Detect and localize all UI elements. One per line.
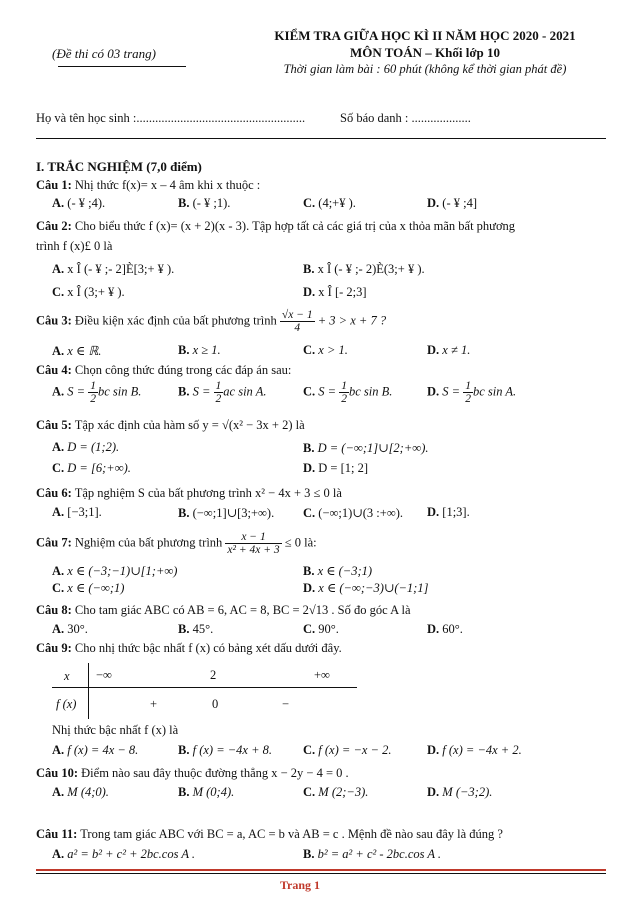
q5-option-a[interactable]: A. D = (1;2).	[52, 440, 120, 454]
q3-fraction: $\frac{√x - 1}{4}$	[281, 309, 313, 334]
question-9: Câu 9: Cho nhị thức bậc nhất f (x) có bảng xét dấu dưới đây.	[36, 641, 342, 655]
q4-option-b[interactable]: B. S = $\frac{1}{2}$ ac sin A.	[178, 380, 267, 405]
sign-table-plus-inf: +∞	[314, 668, 330, 682]
q8-option-d[interactable]: D. 60°.	[427, 622, 463, 636]
section-title: I. TRẮC NGHIỆM (7,0 điểm)	[36, 159, 202, 174]
q3-option-a[interactable]: A. x ∈ ℝ.	[52, 344, 102, 358]
q10-option-a[interactable]: A. M (4;0).	[52, 785, 109, 799]
question-2-cont: trình f (x)£ 0 là	[36, 239, 113, 253]
exam-time: Thời gian làm bài : 60 phút (không kể thời gian phát đề)	[283, 62, 567, 76]
q7-option-d[interactable]: D. x ∈ (−∞;−3)∪(−1;1]	[303, 581, 429, 595]
sign-table-x: x	[64, 669, 70, 683]
sign-table-minus: −	[282, 697, 290, 711]
q3-option-c[interactable]: C. x > 1.	[303, 343, 348, 357]
q2-option-a[interactable]: A. x Î (- ¥ ;- 2]È[3;+ ¥ ).	[52, 262, 175, 276]
q2-option-d[interactable]: D. x Î [- 2;3]	[303, 285, 367, 299]
question-4: Câu 4: Chọn công thức đúng trong các đáp án sau:	[36, 363, 292, 377]
page-number: Trang 1	[279, 878, 321, 892]
q6-option-c[interactable]: C. (−∞;1)∪(3 :+∞).	[303, 506, 404, 520]
q2-option-c[interactable]: C. x Î (3;+ ¥ ).	[52, 285, 125, 299]
q5-option-c[interactable]: C. D = [6;+∞).	[52, 461, 131, 475]
sign-table-two: 2	[210, 668, 217, 682]
q4-option-a[interactable]: A. S = $\frac{1}{2}$ bc sin B.	[52, 380, 142, 405]
q9-option-d[interactable]: D. f (x) = −4x + 2.	[427, 743, 522, 757]
footer-rule-red	[36, 869, 606, 871]
q6-option-a[interactable]: A. [−3;1].	[52, 505, 102, 519]
q5-option-d[interactable]: D. D = [1; 2]	[303, 461, 369, 475]
question-6: Câu 6: Tập nghiệm S của bất phương trình x² − 4x + 3 ≤ 0 là	[36, 486, 342, 500]
q8-option-c[interactable]: C. 90°.	[303, 622, 339, 636]
q7-option-c[interactable]: C. x ∈ (−∞;1)	[52, 581, 125, 595]
question-5: Câu 5: Tập xác định của hàm số y = √(x² − 3x + 2) là	[36, 418, 305, 432]
footer-rule-black	[36, 873, 606, 874]
question-11: Câu 11: Trong tam giác ABC với BC = a, AC = b và AB = c . Mệnh đề nào sau đây là đúng ?	[36, 827, 503, 841]
question-7: Câu 7: Nghiệm của bất phương trình $\frac{x - 1}{\text{x² + 4x + 3}}$ ≤ 0 là:	[36, 531, 317, 556]
q1-option-d[interactable]: D. (- ¥ ;4]	[427, 196, 477, 210]
q6-option-b[interactable]: B. (−∞;1]∪[3;+∞).	[178, 506, 275, 520]
q7-option-a[interactable]: A. x ∈ (−3;−1)∪[1;+∞)	[52, 564, 178, 578]
q7-fraction: $\frac{x - 1}{\text{x² + 4x + 3}}$	[227, 531, 280, 556]
q4-option-d[interactable]: D. S = $\frac{1}{2}$ bc sin A.	[427, 380, 517, 405]
q3-option-b[interactable]: B. x ≥ 1.	[178, 343, 221, 357]
q5-option-b[interactable]: B. D = (−∞;1]∪[2;+∞).	[303, 441, 429, 455]
pages-note: (Đề thi có 03 trang)	[52, 46, 156, 61]
q2-option-b[interactable]: B. x Î (- ¥ ;- 2)È(3;+ ¥ ).	[303, 262, 425, 276]
exam-title: KIỂM TRA GIỮA HỌC KÌ II NĂM HỌC 2020 - 2021	[274, 28, 576, 43]
student-id-field: Số báo danh : ...................	[340, 111, 471, 125]
q8-option-a[interactable]: A. 30°.	[52, 622, 88, 636]
q10-option-b[interactable]: B. M (0;4).	[178, 785, 235, 799]
pages-note-underline	[58, 66, 186, 67]
q8-option-b[interactable]: B. 45°.	[178, 622, 214, 636]
question-10: Câu 10: Điểm nào sau đây thuộc đường thẳng x − 2y − 4 = 0 .	[36, 766, 349, 780]
q11-option-a[interactable]: A. a² = b² + c² + 2bc.cos A .	[52, 847, 196, 861]
sign-table-fx: f (x)	[56, 697, 77, 711]
sign-table-zero: 0	[212, 697, 219, 711]
question-2: Câu 2: Cho biểu thức f (x)= (x + 2)(x - 3). Tập hợp tất cả các giá trị của x thỏa mãn bất phương	[36, 219, 516, 233]
q7-option-b[interactable]: B. x ∈ (−3;1)	[303, 564, 373, 578]
q9-option-b[interactable]: B. f (x) = −4x + 8.	[178, 743, 273, 757]
question-9-cont: Nhị thức bậc nhất f (x) là	[52, 723, 179, 737]
q11-option-b[interactable]: B. b² = a² + c² - 2bc.cos A .	[303, 847, 442, 861]
q6-option-d[interactable]: D. [1;3].	[427, 505, 470, 519]
student-name-field: Họ và tên học sinh :......................................................	[36, 111, 306, 125]
question-1: Câu 1: Nhị thức f(x)= x – 4 âm khi x thuộc :	[36, 178, 261, 192]
q10-option-c[interactable]: C. M (2;−3).	[303, 785, 369, 799]
q4-option-c[interactable]: C. S = $\frac{1}{2}$ bc sin B.	[303, 380, 393, 405]
q3-option-d[interactable]: D. x ≠ 1.	[427, 343, 471, 357]
q9-option-a[interactable]: A. f (x) = 4x − 8.	[52, 743, 139, 757]
header-divider	[36, 138, 606, 139]
question-8: Câu 8: Cho tam giác ABC có AB = 6, AC = 8, BC = 2√13 . Số đo góc A là	[36, 603, 411, 617]
q10-option-d[interactable]: D. M (−3;2).	[427, 785, 493, 799]
q1-option-a[interactable]: A. (- ¥ ;4).	[52, 196, 106, 210]
sign-table-plus: +	[150, 697, 158, 711]
exam-subject: MÔN TOÁN – Khối lớp 10	[349, 45, 501, 60]
q1-option-c[interactable]: C. (4;+¥ ).	[303, 196, 356, 210]
q9-option-c[interactable]: C. f (x) = −x − 2.	[303, 743, 392, 757]
q1-option-b[interactable]: B. (- ¥ ;1).	[178, 196, 231, 210]
question-3: Câu 3: Điều kiện xác định của bất phương trình $\frac{√x - 1}{4}$ + 3 > x + 7 ?	[36, 309, 387, 334]
sign-table	[52, 663, 357, 719]
sign-table-minus-inf: −∞	[96, 668, 112, 682]
